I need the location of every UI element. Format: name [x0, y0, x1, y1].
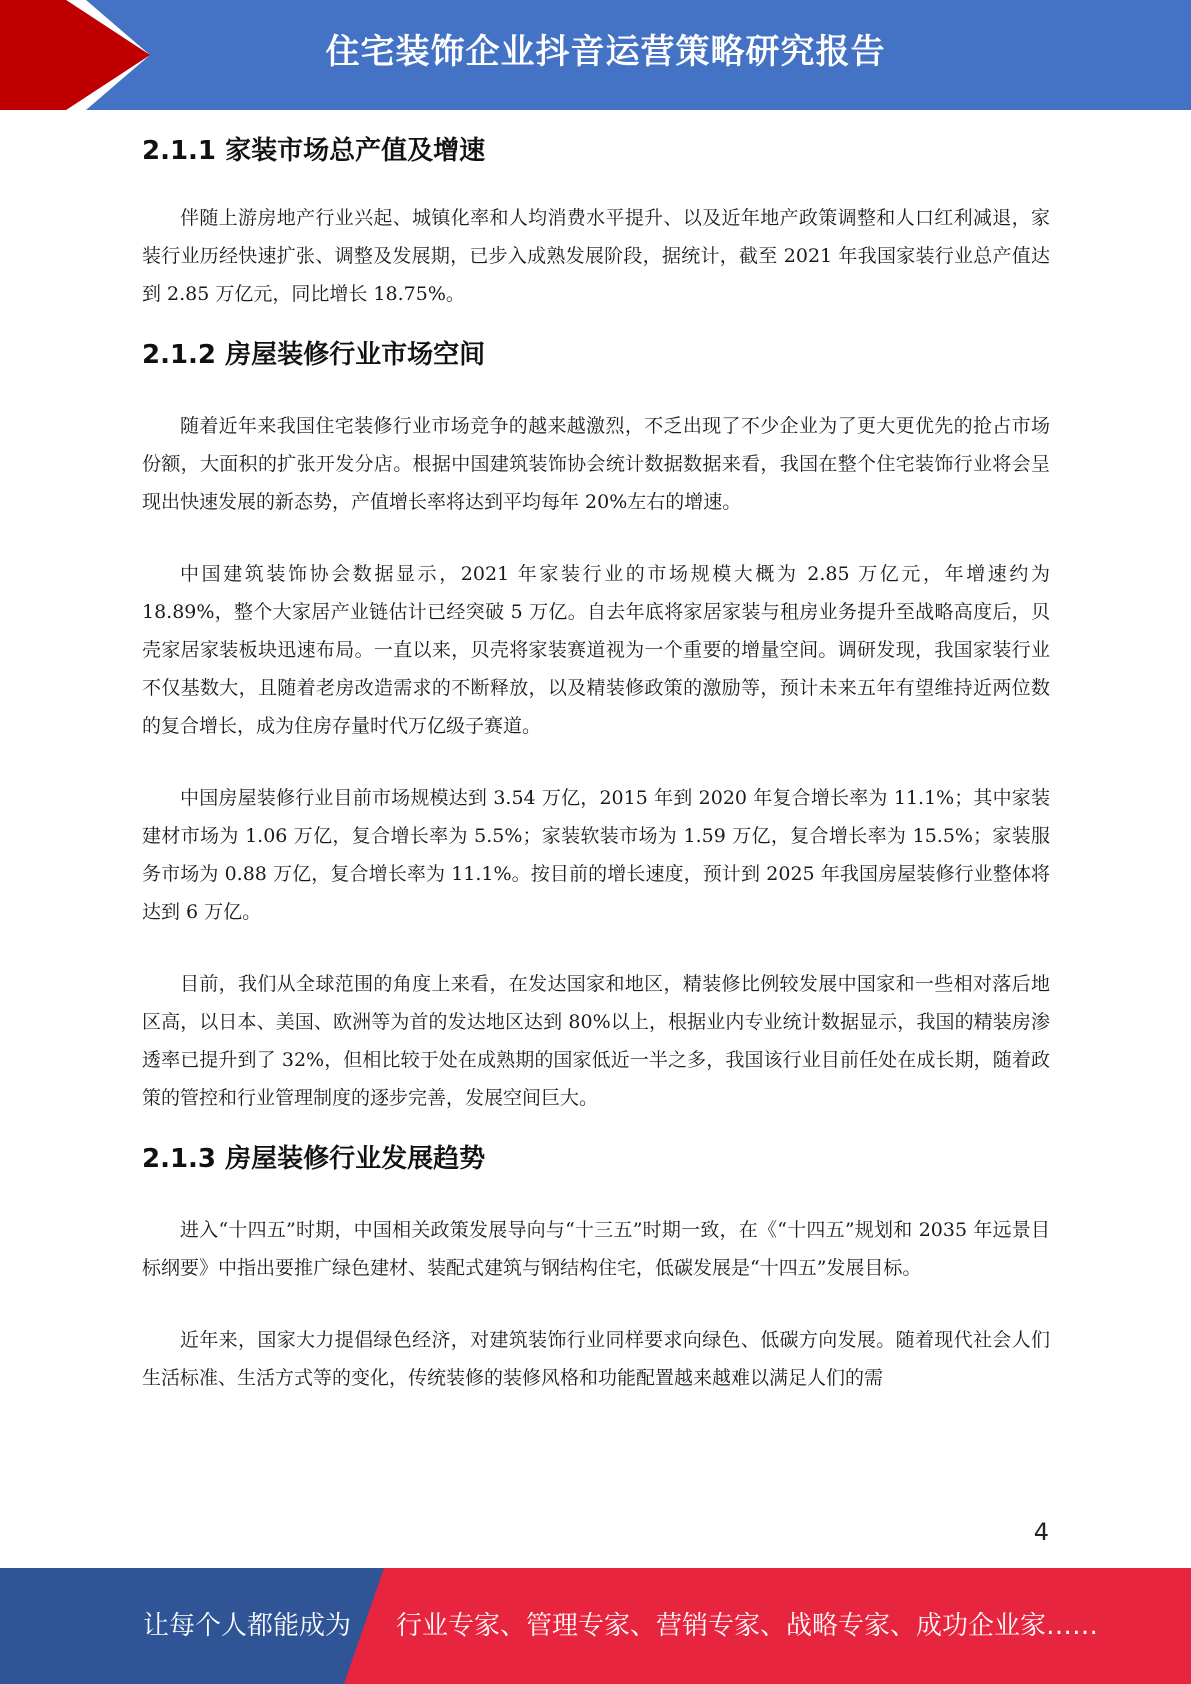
paragraph: 中国建筑装饰协会数据显示，2021 年家装行业的市场规模大概为 2.85 万亿元，年增速约为 18.89%，整个大家居产业链估计已经突破 5 万亿。自去年底将家居家装与租房业务提升至战略高度后，贝壳家居家装板块迅速布局。一直以来，贝壳将家装赛道视为一个重要的增量空间。调研发现，我国家装行业不仅基数大，且随着老房改造需求的不断释放，以及精装修政策的激励等，预计未来五年有望维持近两位数的复合增长，成为住房存量时代万亿级子赛道。 [142, 563, 1050, 737]
section-heading: 2.1.3 房屋装修行业发展趋势 [142, 1144, 486, 1174]
report-title: 住宅装饰企业抖音运营策略研究报告 [325, 32, 886, 72]
footer-slogan-right: 行业专家、管理专家、营销专家、战略专家、成功企业家…… [396, 1611, 1099, 1641]
page-footer [0, 1568, 1191, 1684]
paragraph: 进入“十四五”时期，中国相关政策发展导向与“十三五”时期一致，在《“十四五”规划和 2035 年远景目标纲要》中指出要推广绿色建材、装配式建筑与钢结构住宅，低碳发展是“十四五”发展目标。 [142, 1219, 1050, 1279]
page-number: 4 [1033, 1518, 1049, 1546]
section-heading: 2.1.2 房屋装修行业市场空间 [142, 340, 486, 370]
page-header [0, 0, 1191, 110]
paragraph: 近年来，国家大力提倡绿色经济，对建筑装饰行业同样要求向绿色、低碳方向发展。随着现代社会人们生活标准、生活方式等的变化，传统装修的装修风格和功能配置越来越难以满足人们的需 [142, 1329, 1050, 1389]
paragraph: 随着近年来我国住宅装修行业市场竞争的越来越激烈，不乏出现了不少企业为了更大更优先的抢占市场份额，大面积的扩张开发分店。根据中国建筑装饰协会统计数据数据来看，我国在整个住宅装饰行业将会呈现出快速发展的新态势，产值增长率将达到平均每年 20%左右的增速。 [142, 415, 1050, 513]
paragraph: 中国房屋装修行业目前市场规模达到 3.54 万亿，2015 年到 2020 年复合增长率为 11.1%；其中家装建材市场为 1.06 万亿，复合增长率为 5.5%；家装软装市场为 1.59 万亿，复合增长率为 15.5%；家装服务市场为 0.88 万亿，复合增长率为 11.1%。按目前的增长速度，预计到 2025 年我国房屋装修行业整体将达到 6 万亿。 [142, 787, 1050, 923]
paragraph: 目前，我们从全球范围的角度上来看，在发达国家和地区，精装修比例较发展中国家和一些相对落后地区高，以日本、美国、欧洲等为首的发达地区达到 80%以上，根据业内专业统计数据显示，我国的精装房渗透率已提升到了 32%，但相比较于处在成熟期的国家低近一半之多，我国该行业目前任处在成长期，随着政策的管控和行业管理制度的逐步完善，发展空间巨大。 [142, 973, 1050, 1109]
paragraph: 伴随上游房地产行业兴起、城镇化率和人均消费水平提升、以及近年地产政策调整和人口红利减退，家装行业历经快速扩张、调整及发展期，已步入成熟发展阶段，据统计，截至 2021 年我国家装行业总产值达到 2.85 万亿元，同比增长 18.75%。 [142, 207, 1050, 305]
section-heading: 2.1.1 家装市场总产值及增速 [142, 136, 486, 166]
footer-slogan-left: 让每个人都能成为 [143, 1611, 352, 1641]
document-body [142, 110, 1050, 1397]
